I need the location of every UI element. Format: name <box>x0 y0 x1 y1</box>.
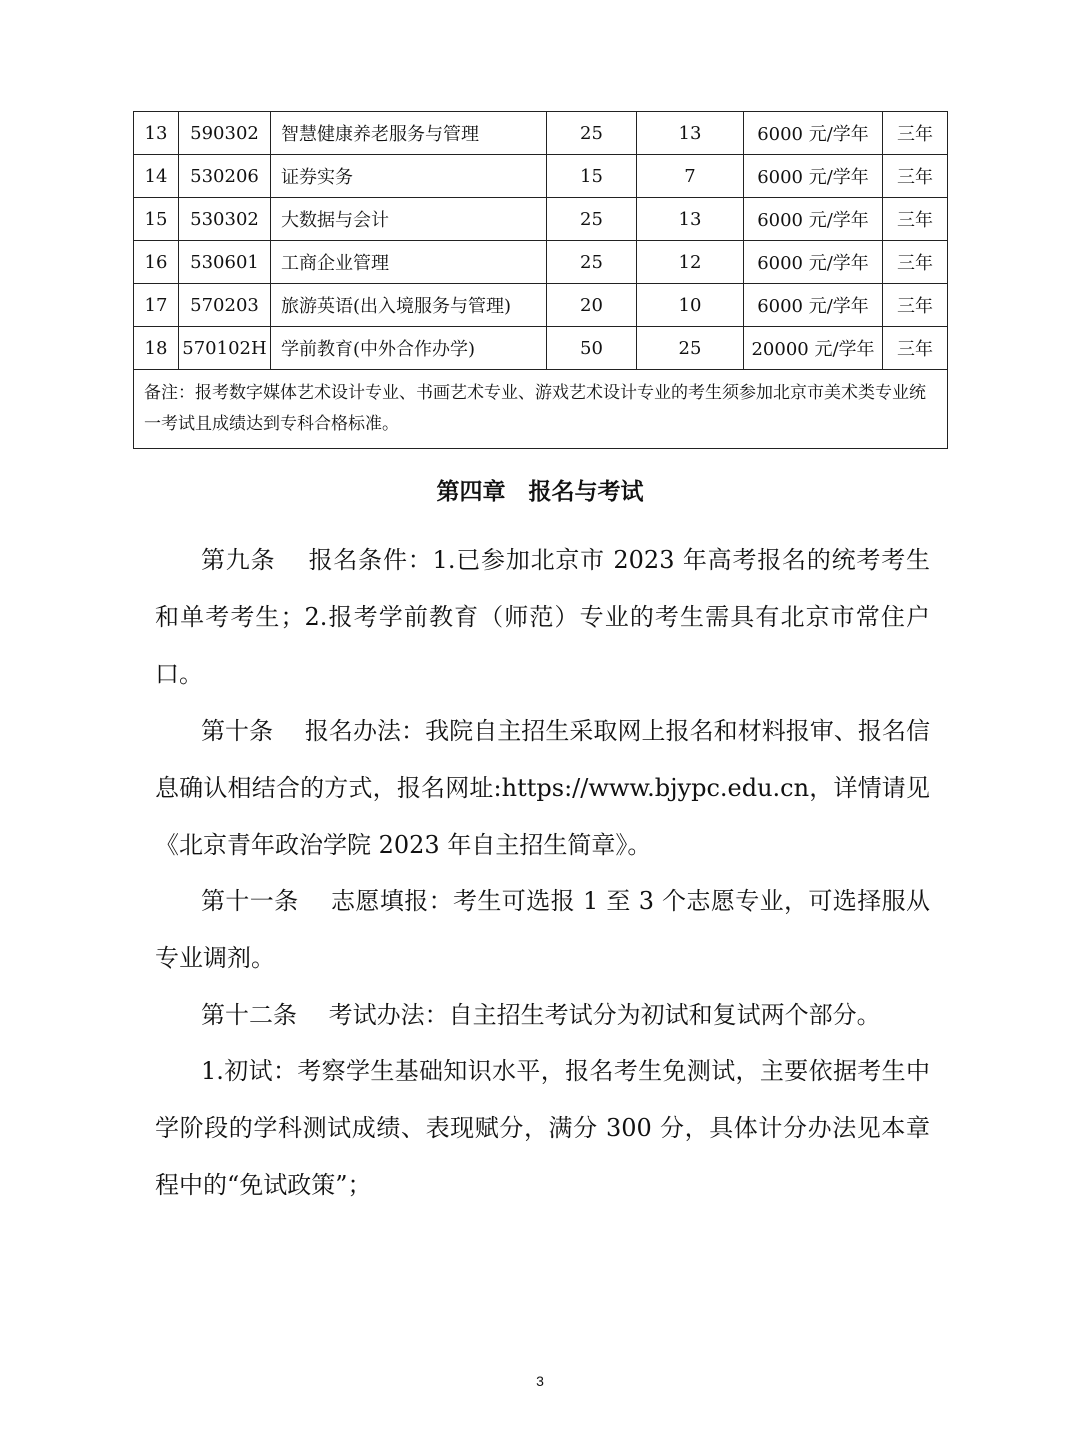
major-code: 530302 <box>179 198 271 241</box>
table-note-row <box>134 370 948 449</box>
enrollment-plan: 50 <box>547 327 637 370</box>
major-name: 证券实务 <box>271 155 547 198</box>
row-number: 17 <box>134 284 179 327</box>
article-10 <box>155 703 930 874</box>
table-row <box>134 241 948 284</box>
table-note: 备注：报考数字媒体艺术设计专业、书画艺术专业、游戏艺术设计专业的考生须参加北京市美术类专业统一考试且成绩达到专科合格标准。 <box>134 370 948 449</box>
table-row <box>134 284 948 327</box>
tuition-fee: 6000 元/学年 <box>744 112 883 155</box>
article-9 <box>155 532 930 703</box>
major-name: 学前教育(中外合作办学) <box>271 327 547 370</box>
enrollment-plan: 25 <box>547 198 637 241</box>
enrollment-sub-plan: 13 <box>637 112 744 155</box>
enrollment-sub-plan: 7 <box>637 155 744 198</box>
article-10-text: 报名办法：我院自主招生采取网上报名和材料报审、报名信息确认相结合的方式，报名网址:https://www.bjypc.edu.cn，详情请见《北京青年政治学院 2023 年自主招生简章》。 <box>155 717 931 859</box>
major-name: 智慧健康养老服务与管理 <box>271 112 547 155</box>
study-years: 三年 <box>883 284 948 327</box>
study-years: 三年 <box>883 327 948 370</box>
study-years: 三年 <box>883 198 948 241</box>
exam-item-1 <box>155 1043 930 1214</box>
row-number: 15 <box>134 198 179 241</box>
major-code: 570203 <box>179 284 271 327</box>
enrollment-sub-plan: 12 <box>637 241 744 284</box>
table-row <box>134 155 948 198</box>
table-row <box>134 327 948 370</box>
article-10-heading: 第十条 <box>201 717 274 745</box>
article-12 <box>155 987 930 1044</box>
tuition-fee: 6000 元/学年 <box>744 198 883 241</box>
tuition-fee: 20000 元/学年 <box>744 327 883 370</box>
article-12-heading: 第十二条 <box>201 1001 297 1029</box>
major-code: 530206 <box>179 155 271 198</box>
enrollment-sub-plan: 25 <box>637 327 744 370</box>
chapter-title: 第四章 报名与考试 <box>436 479 644 505</box>
study-years: 三年 <box>883 112 948 155</box>
article-11 <box>155 873 930 987</box>
tuition-fee: 6000 元/学年 <box>744 284 883 327</box>
row-number: 18 <box>134 327 179 370</box>
major-name: 大数据与会计 <box>271 198 547 241</box>
enrollment-plan: 20 <box>547 284 637 327</box>
page-number: 3 <box>536 1373 544 1389</box>
major-name: 工商企业管理 <box>271 241 547 284</box>
article-11-text: 志愿填报：考生可选报 1 至 3 个志愿专业，可选择服从专业调剂。 <box>155 887 931 972</box>
major-code: 590302 <box>179 112 271 155</box>
enrollment-plan: 25 <box>547 112 637 155</box>
major-code: 570102H <box>179 327 271 370</box>
row-number: 14 <box>134 155 179 198</box>
article-9-text: 报名条件：1.已参加北京市 2023 年高考报名的统考考生和单考考生；2.报考学前教育（师范）专业的考生需具有北京市常住户口。 <box>155 546 931 688</box>
table-row <box>134 112 948 155</box>
tuition-fee: 6000 元/学年 <box>744 241 883 284</box>
article-11-heading: 第十一条 <box>201 887 299 915</box>
tuition-fee: 6000 元/学年 <box>744 155 883 198</box>
enrollment-plan: 25 <box>547 241 637 284</box>
enrollment-sub-plan: 10 <box>637 284 744 327</box>
row-number: 13 <box>134 112 179 155</box>
article-9-heading: 第九条 <box>201 546 276 574</box>
study-years: 三年 <box>883 241 948 284</box>
major-code: 530601 <box>179 241 271 284</box>
major-name: 旅游英语(出入境服务与管理) <box>271 284 547 327</box>
majors-table <box>133 111 948 449</box>
row-number: 16 <box>134 241 179 284</box>
table-row <box>134 198 948 241</box>
enrollment-sub-plan: 13 <box>637 198 744 241</box>
article-12-text: 考试办法：自主招生考试分为初试和复试两个部分。 <box>328 1001 881 1029</box>
exam-item-1-text: 1.初试：考察学生基础知识水平，报名考生免测试，主要依据考生中学阶段的学科测试成绩、表现赋分，满分 300 分，具体计分办法见本章程中的“免试政策”； <box>155 1057 930 1199</box>
enrollment-plan: 15 <box>547 155 637 198</box>
study-years: 三年 <box>883 155 948 198</box>
